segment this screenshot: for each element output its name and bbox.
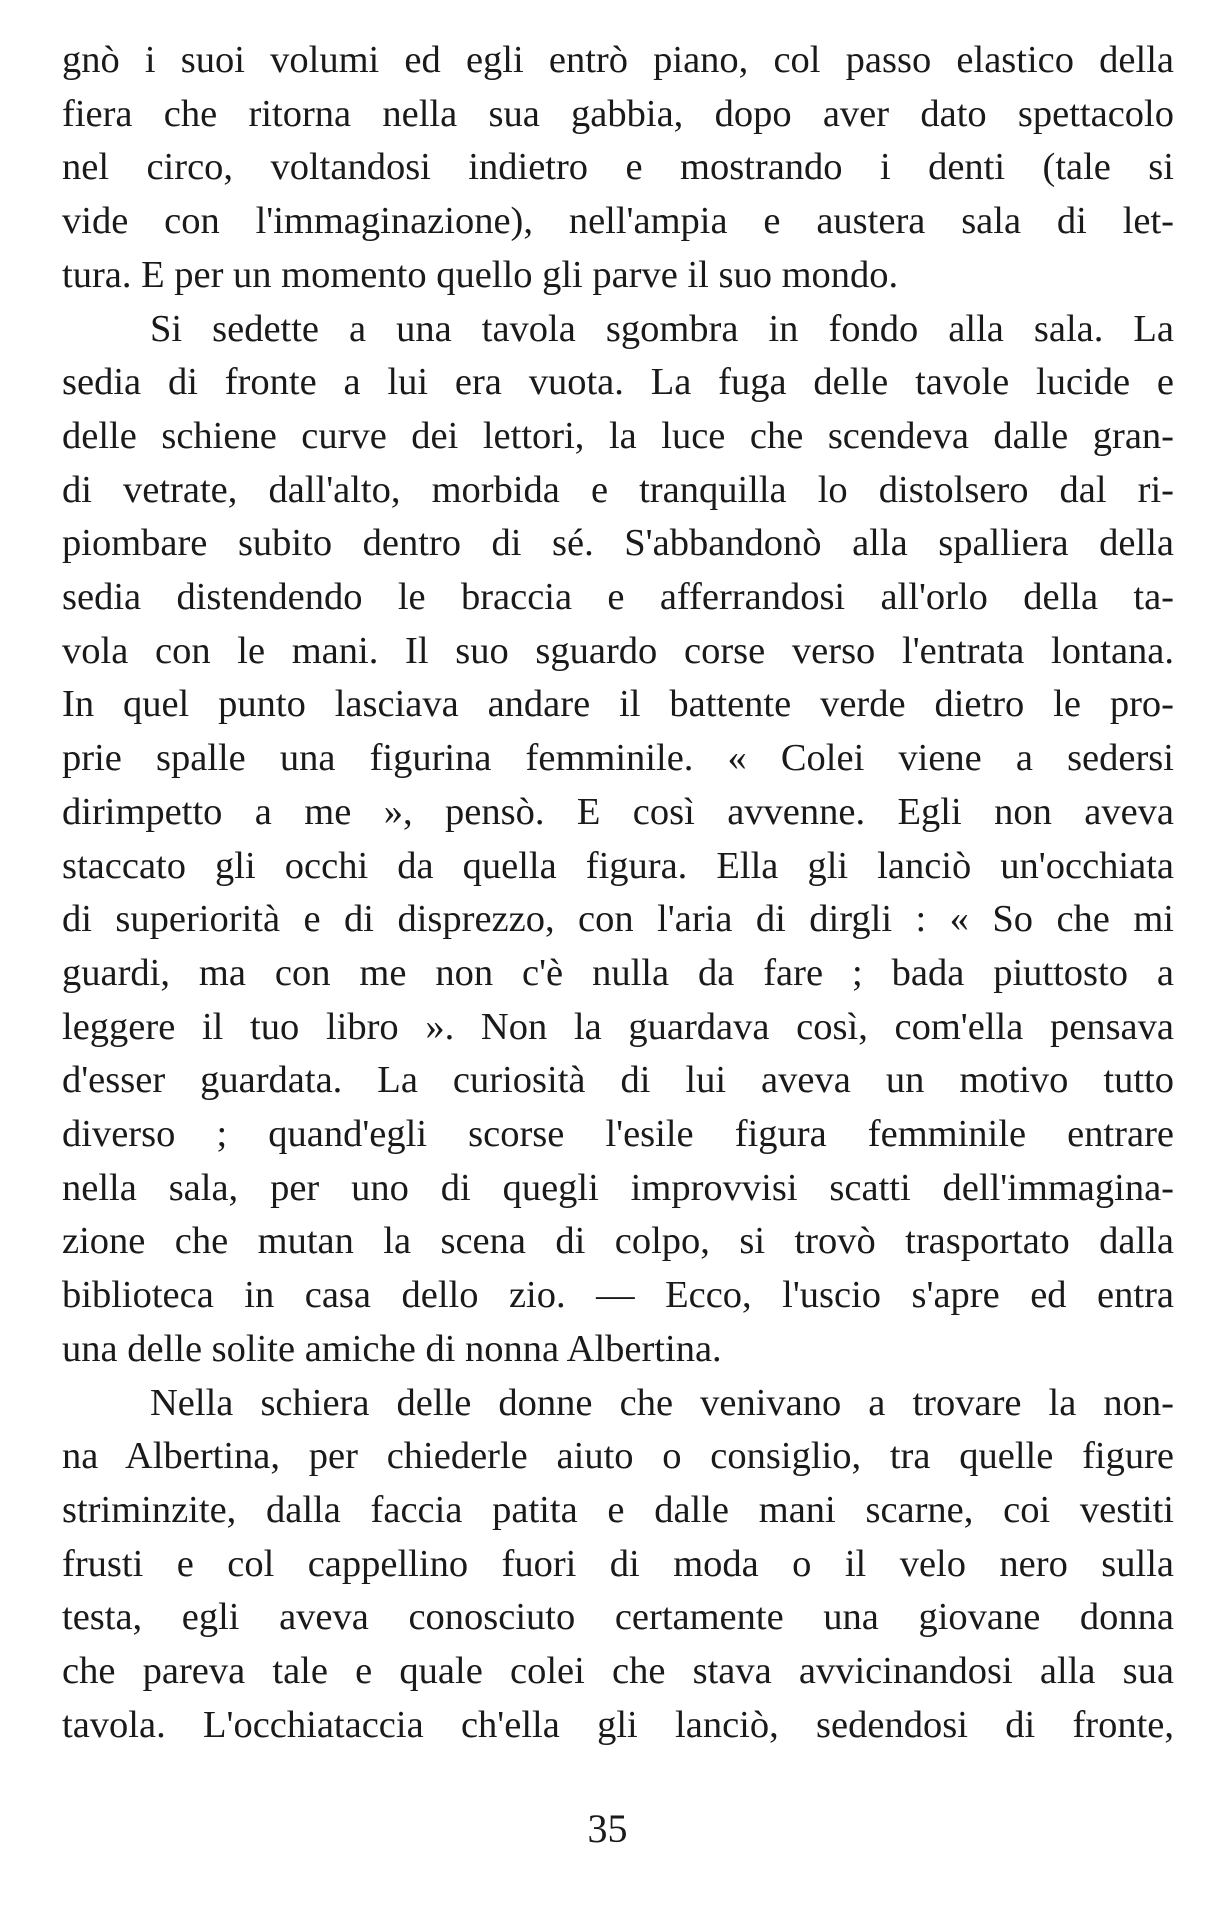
text-line: prie spalle una figurina femminile. « Colei viene a sedersi xyxy=(62,737,1174,780)
text-line: na Albertina, per chiederle aiuto o consiglio, tra quelle figure xyxy=(62,1435,1174,1478)
text-line: vide con l'immaginazione), nell'ampia e austera sala di let- xyxy=(62,200,1174,243)
body-text xyxy=(62,34,1174,1753)
text-line: striminzite, dalla faccia patita e dalle mani scarne, coi vestiti xyxy=(62,1488,1174,1531)
text-line: leggere il tuo libro ». Non la guardava così, com'ella pensava xyxy=(62,1005,1174,1048)
text-line: delle schiene curve dei lettori, la luce che scendeva dalle gran- xyxy=(62,414,1174,457)
text-line: una delle solite amiche di nonna Albertina. xyxy=(62,1327,722,1370)
text-line: vola con le mani. Il suo sguardo corse verso l'entrata lontana. xyxy=(62,629,1174,672)
paragraph xyxy=(62,1377,1174,1753)
paragraph xyxy=(62,34,1174,303)
text-line: biblioteca in casa dello zio. — Ecco, l'uscio s'apre ed entra xyxy=(62,1274,1174,1317)
page-number: 35 xyxy=(587,1806,628,1851)
text-line: piombare subito dentro di sé. S'abbandonò alla spalliera della xyxy=(62,522,1174,565)
text-line: sedia di fronte a lui era vuota. La fuga delle tavole lucide e xyxy=(62,361,1174,404)
text-line: Si sedette a una tavola sgombra in fondo alla sala. La xyxy=(150,307,1174,350)
text-line: zione che mutan la scena di colpo, si trovò trasportato dalla xyxy=(62,1220,1174,1263)
text-line: nella sala, per uno di quegli improvvisi scatti dell'immagina- xyxy=(62,1166,1174,1209)
text-line: di superiorità e di disprezzo, con l'aria di dirgli : « So che mi xyxy=(62,898,1174,941)
text-line: frusti e col cappellino fuori di moda o il velo nero sulla xyxy=(62,1542,1174,1585)
text-line: gnò i suoi volumi ed egli entrò piano, col passo elastico della xyxy=(62,39,1174,81)
text-line: di vetrate, dall'alto, morbida e tranquilla lo distolsero dal ri- xyxy=(62,468,1174,511)
text-line: testa, egli aveva conosciuto certamente una giovane donna xyxy=(62,1596,1174,1639)
text-line: sedia distendendo le braccia e afferrandosi all'orlo della ta- xyxy=(62,576,1174,619)
text-line: diverso ; quand'egli scorse l'esile figura femminile entrare xyxy=(62,1113,1174,1156)
text-line: In quel punto lasciava andare il battente verde dietro le pro- xyxy=(62,683,1174,726)
text-line: fiera che ritorna nella sua gabbia, dopo aver dato spettacolo xyxy=(62,92,1174,135)
paragraph xyxy=(62,303,1174,1377)
text-line: guardi, ma con me non c'è nulla da fare ; bada piuttosto a xyxy=(62,951,1174,994)
text-line: tavola. L'occhiataccia ch'ella gli lanciò, sedendosi di fronte, xyxy=(62,1703,1174,1746)
text-line: dirimpetto a me », pensò. E così avvenne. Egli non aveva xyxy=(62,790,1174,833)
text-line: Nella schiera delle donne che venivano a trovare la non- xyxy=(150,1381,1174,1424)
text-line: che pareva tale e quale colei che stava avvicinandosi alla sua xyxy=(62,1650,1174,1693)
text-line: tura. E per un momento quello gli parve il suo mondo. xyxy=(62,253,899,296)
text-line: staccato gli occhi da quella figura. Ella gli lanciò un'occhiata xyxy=(62,844,1174,887)
text-line: nel circo, voltandosi indietro e mostrando i denti (tale si xyxy=(62,146,1174,189)
text-line: d'esser guardata. La curiosità di lui aveva un motivo tutto xyxy=(62,1059,1174,1102)
